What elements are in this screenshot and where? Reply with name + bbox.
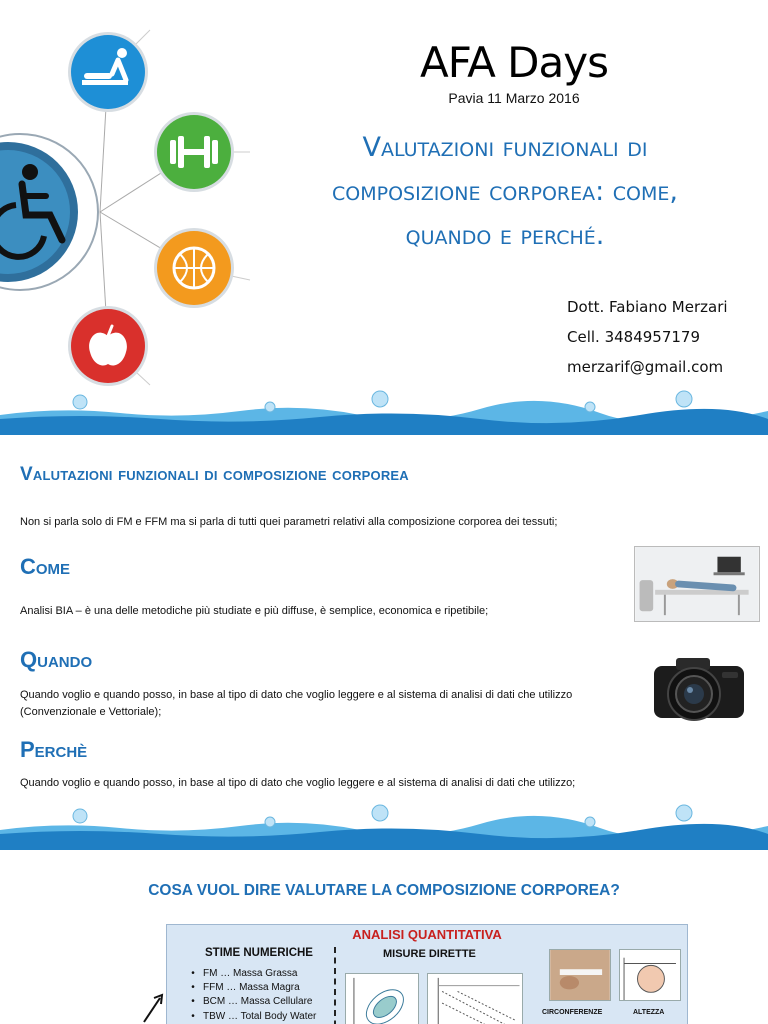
direct-measures-heading: MISURE DIRETTE — [383, 948, 476, 960]
water-wave-decoration — [0, 385, 768, 435]
apple-icon — [68, 306, 148, 386]
analysis-slide — [0, 852, 768, 1024]
speaker-phone: Cell. 3484957179 — [567, 328, 701, 346]
section-text-perche: Quando voglio e quando posso, in base al tipo di dato che voglio leggere e al sistema di analisi di dati che utilizzo; — [20, 777, 576, 789]
estimates-list — [183, 967, 316, 1024]
dumbbell-icon — [154, 112, 234, 192]
intro-text: Non si parla solo di FM e FFM ma si parla di tutti quei parametri relativi alla composizione corporea dei tessuti; — [20, 516, 558, 528]
slide-title: COSA VUOL DIRE VALUTARE LA COMPOSIZIONE CORPOREA? — [148, 882, 620, 899]
speaker-contacts — [567, 292, 728, 382]
circumference-caption: CIRCONFERENZE — [542, 1009, 603, 1016]
dashed-divider — [334, 947, 336, 1024]
event-title: AFA Days — [420, 38, 608, 87]
title-slide — [0, 0, 768, 435]
basketball-icon — [154, 228, 234, 308]
section-heading-perche: Perchè — [20, 737, 88, 762]
list-item: • FM … Massa Grassa — [183, 967, 316, 981]
section-heading-quando: Quando — [20, 647, 93, 672]
list-item: • BCM … Massa Cellulare — [183, 995, 316, 1009]
talk-title — [250, 126, 760, 258]
section-text-quando: Quando voglio e quando posso, in base al tipo di dato che voglio leggere e al sistema di analisi di dati che utilizzo (Convenzionale e Vettoriale); — [20, 689, 573, 718]
activity-icons-graphic — [0, 0, 260, 400]
speaker-email[interactable]: merzarif@gmail.com — [567, 358, 724, 376]
bia-exam-photo — [634, 546, 760, 622]
list-item: • FFM … Massa Magra — [183, 981, 316, 995]
talk-title-line: Valutazioni funzionali di — [362, 132, 648, 163]
speaker-name: Dott. Fabiano Merzari — [567, 298, 728, 316]
height-measurement-diagram — [619, 949, 681, 1001]
numeric-estimates-heading: STIME NUMERICHE — [205, 947, 313, 959]
height-caption: ALTEZZA — [633, 1009, 665, 1016]
section-heading-come: Come — [20, 554, 71, 579]
quantitative-analysis-box — [166, 924, 688, 1024]
water-wave-decoration — [0, 800, 768, 850]
vector-graph-thumbnail — [345, 973, 419, 1024]
talk-title-line: quando e perché. — [405, 220, 605, 251]
slide-title: Valutazioni funzionali di composizione corporea — [20, 464, 409, 485]
talk-title-line: composizione corporea: come, — [332, 176, 678, 207]
waist-measurement-photo — [549, 949, 611, 1001]
section-text-come: Analisi BIA – è una delle metodiche più studiate e più diffuse, è semplice, economica e ripetibile; — [20, 605, 489, 617]
list-item: • TBW … Total Body Water — [183, 1010, 316, 1024]
nomogram-thumbnail — [427, 973, 523, 1024]
massage-icon — [68, 32, 148, 112]
content-slide — [0, 436, 768, 851]
camera-photo — [648, 646, 748, 726]
box-title: ANALISI QUANTITATIVA — [352, 927, 502, 942]
event-date: Pavia 11 Marzo 2016 — [448, 90, 580, 106]
